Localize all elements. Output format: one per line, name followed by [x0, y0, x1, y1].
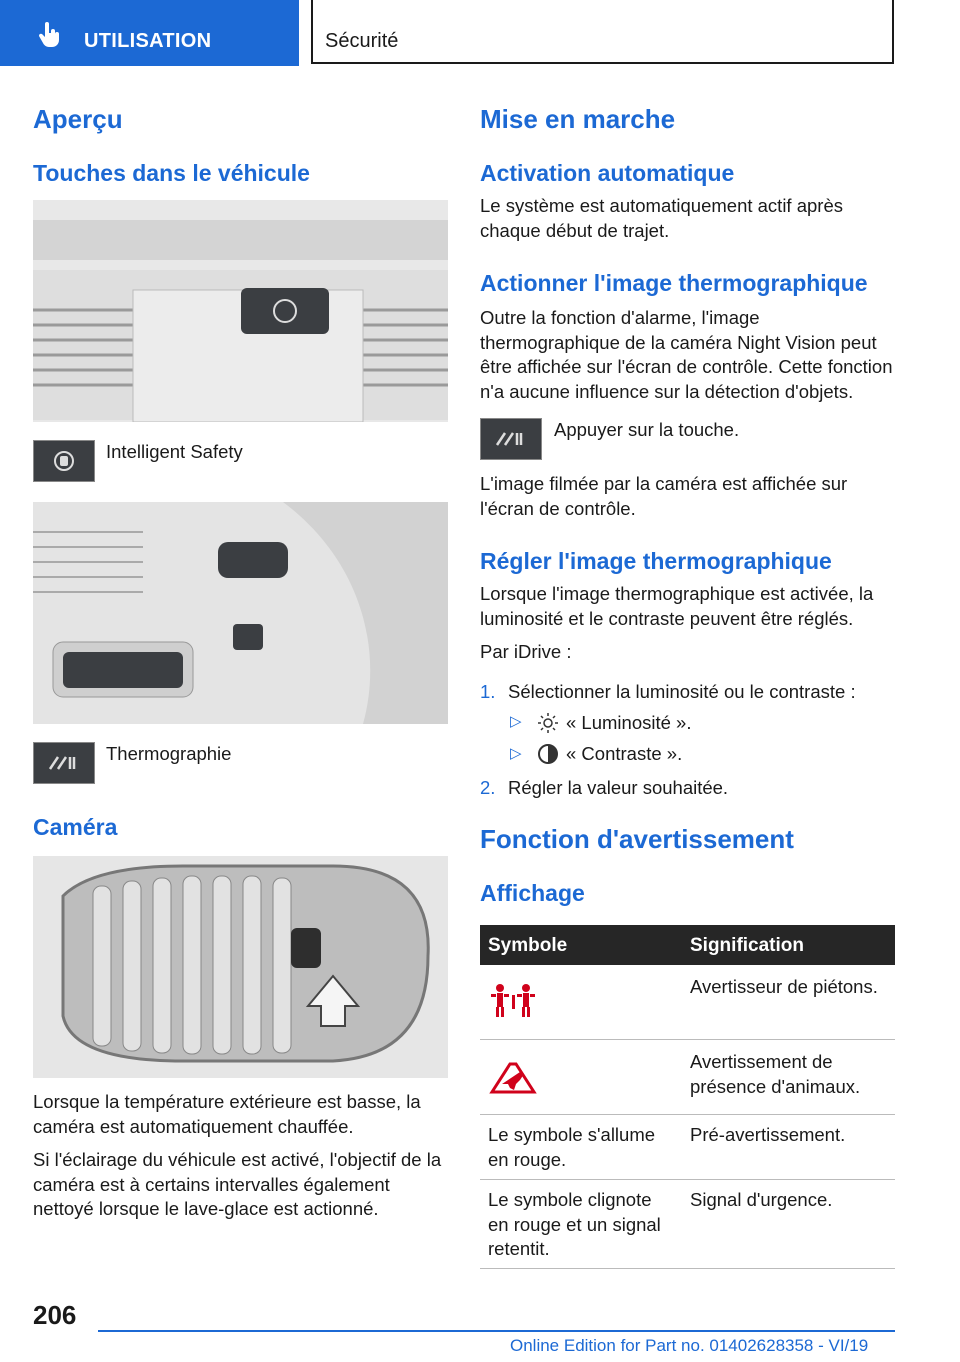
step-1-text: Sélectionner la luminosité ou le contraste :: [508, 681, 856, 702]
camera-paragraph-1: Lorsque la température extérieure est basse, la caméra est automatiquement chauffée.: [33, 1091, 421, 1137]
table-cell-meaning: Pré-avertissement.: [690, 1124, 846, 1145]
table-cell-meaning: Avertissement de présence d'animaux.: [690, 1051, 861, 1097]
triangle-bullet-icon: ▷: [510, 713, 522, 730]
table-row: [480, 965, 895, 1039]
sub-step-contraste: « Contraste ».: [566, 743, 683, 764]
table-header-symbole: Symbole: [488, 935, 568, 956]
step-2-number: 2.: [480, 777, 496, 798]
table-header-signification: Signification: [690, 935, 804, 956]
table-divider: [480, 1268, 895, 1269]
heading-activation: Activation automatique: [480, 160, 735, 186]
thermography-button-icon: [33, 742, 95, 784]
section-header: [311, 0, 894, 64]
footer-edition-text: Online Edition for Part no. 01402628358 - VI/19: [510, 1336, 869, 1355]
animal-warning-icon: [488, 1060, 540, 1096]
table-header: [480, 925, 895, 965]
heading-touches: Touches dans le véhicule: [33, 160, 310, 186]
par-idrive-label: Par iDrive :: [480, 641, 572, 662]
steering-column-illustration: [33, 502, 448, 724]
table-cell-meaning: Signal d'urgence.: [690, 1189, 833, 1210]
table-row: [480, 1180, 895, 1268]
after-press-paragraph: L'image filmée par la caméra est affichée sur l'écran de contrôle.: [480, 473, 848, 519]
triangle-bullet-icon: ▷: [510, 745, 522, 762]
heading-camera: Caméra: [33, 814, 118, 840]
table-row: [480, 1115, 895, 1179]
dashboard-illustration: [33, 200, 448, 422]
chapter-tab[interactable]: [0, 0, 299, 66]
sub-step-luminosite: « Luminosité ».: [566, 712, 692, 733]
key-label-thermographie: Thermographie: [106, 743, 232, 764]
table-row: [480, 1040, 895, 1114]
heading-actionner: Actionner l'image thermographique: [480, 270, 868, 296]
heading-affichage: Affichage: [480, 880, 585, 906]
heading-fonction-avertissement: Fonction d'avertissement: [480, 824, 794, 854]
key-label-intelligent-safety: Intelligent Safety: [106, 441, 243, 462]
heading-mise-en-marche: Mise en marche: [480, 104, 676, 134]
regler-paragraph: Lorsque l'image thermographique est activée, la luminosité et le contraste peuvent être réglés.: [480, 583, 874, 629]
footer-divider: [98, 1330, 895, 1332]
contrast-icon: [537, 743, 559, 765]
pedestrian-warning-icon: [488, 983, 540, 1019]
page-number: 206: [33, 1300, 77, 1330]
chapter-tab-label: UTILISATION: [84, 30, 212, 52]
table-cell-symbol: Le symbole s'allume en rouge.: [488, 1124, 656, 1170]
camera-paragraph-2: Si l'éclairage du véhicule est activé, l'objectif de la caméra est à certains intervalles également nettoyé lorsque le lave-glace est actionné.: [33, 1149, 442, 1219]
activation-paragraph: Le système est automatiquement actif après chaque début de trajet.: [480, 195, 843, 241]
grille-camera-illustration: [33, 856, 448, 1078]
table-cell-meaning: Avertisseur de piétons.: [690, 976, 878, 997]
brightness-icon: [537, 712, 559, 734]
table-cell-symbol: Le symbole clignote en rouge et un signal retentit.: [488, 1189, 661, 1259]
press-key-label: Appuyer sur la touche.: [554, 419, 740, 440]
step-2-text: Régler la valeur souhaitée.: [508, 777, 729, 798]
actionner-paragraph: Outre la fonction d'alarme, l'image thermographique de la caméra Night Vision peut être affichée sur l'écran de contrôle. Cette fonction n'a aucune influence sur la détection d'objets.: [480, 307, 893, 402]
intelligent-safety-button-icon: [33, 440, 95, 482]
heading-regler: Régler l'image thermographique: [480, 548, 832, 574]
hand-pointer-icon: [36, 22, 62, 48]
heading-apercu: Aperçu: [33, 104, 123, 134]
step-1-number: 1.: [480, 681, 496, 702]
section-title: Sécurité: [325, 30, 399, 52]
thermography-button-icon-2: [480, 418, 542, 460]
